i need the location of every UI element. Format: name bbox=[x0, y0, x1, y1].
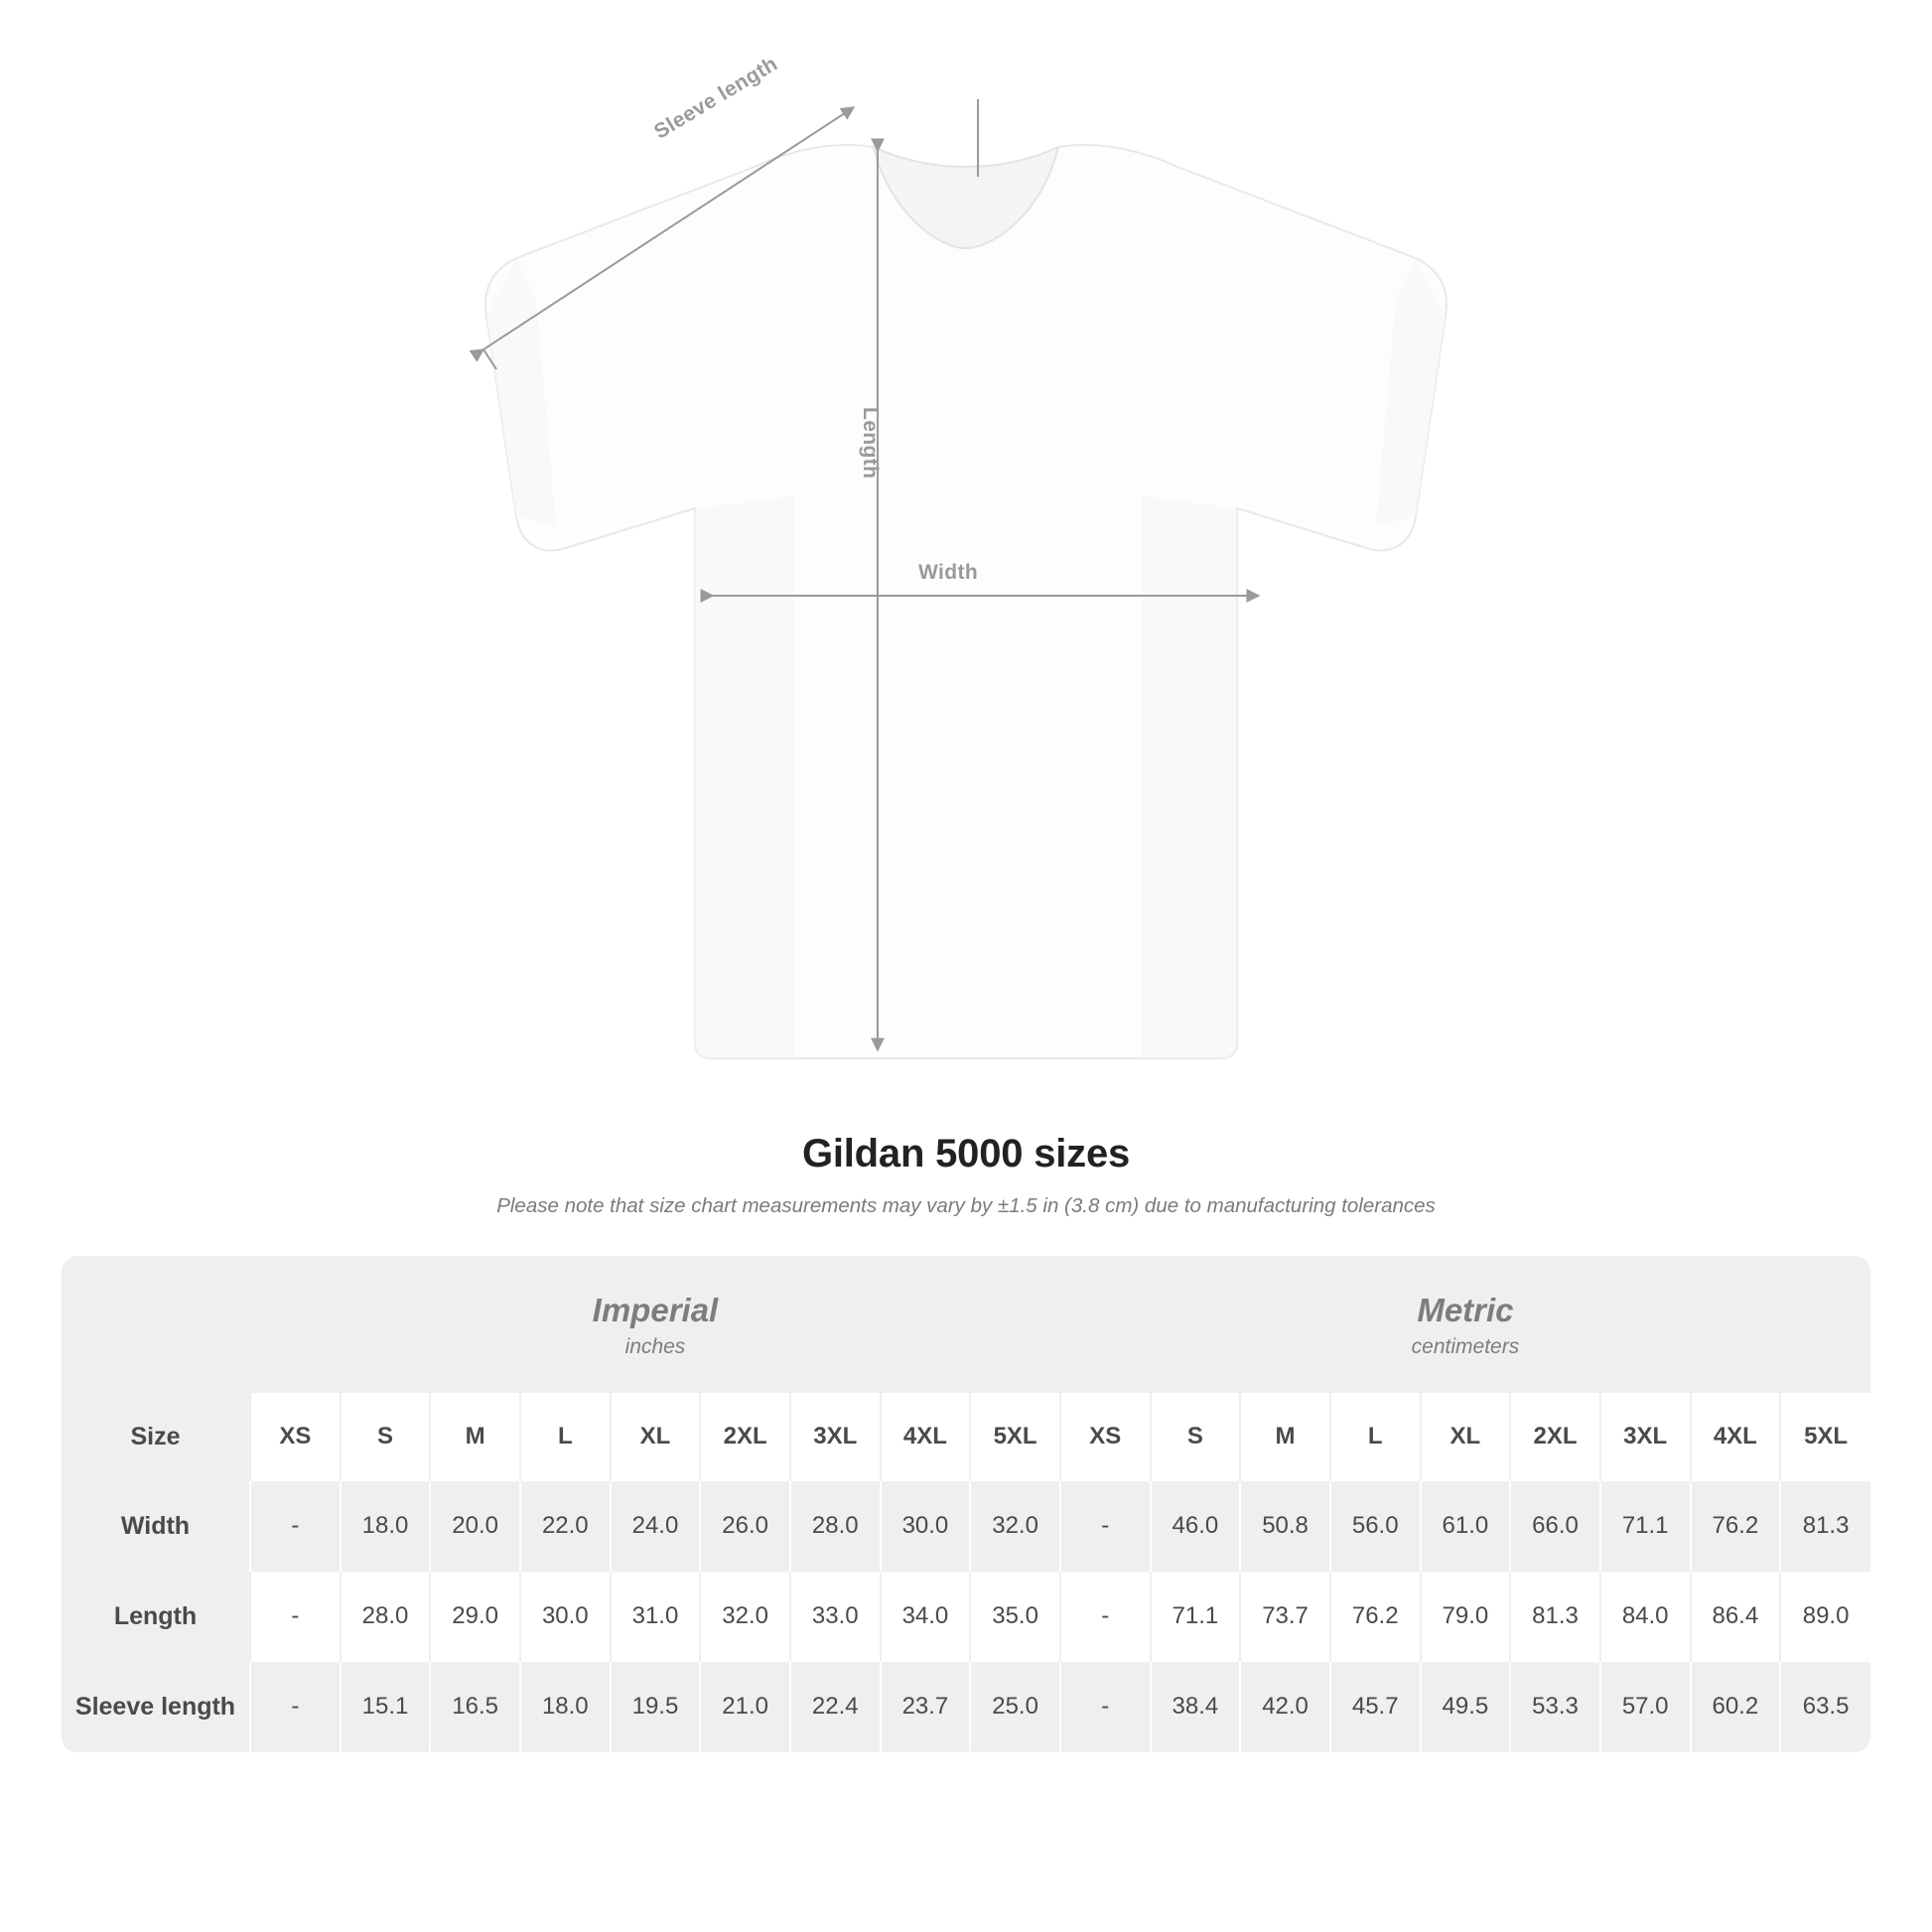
table-cell: 38.4 bbox=[1151, 1662, 1241, 1752]
size-header-cell: XL bbox=[1421, 1393, 1511, 1481]
size-header-cell: M bbox=[430, 1393, 520, 1481]
table-cell: 19.5 bbox=[611, 1662, 701, 1752]
table-cell: 50.8 bbox=[1240, 1481, 1330, 1572]
table-cell: 15.1 bbox=[341, 1662, 431, 1752]
table-cell: 30.0 bbox=[520, 1572, 611, 1662]
table-cell: - bbox=[1060, 1572, 1151, 1662]
table-cell: 33.0 bbox=[790, 1572, 881, 1662]
table-cell: 76.2 bbox=[1330, 1572, 1421, 1662]
title-block bbox=[0, 1132, 1932, 1218]
table-cell: 32.0 bbox=[970, 1481, 1060, 1572]
sleeve-length-label: Sleeve length bbox=[650, 52, 782, 144]
table-cell: 23.7 bbox=[881, 1662, 971, 1752]
table-cell: 25.0 bbox=[970, 1662, 1060, 1752]
table-cell: 42.0 bbox=[1240, 1662, 1330, 1752]
table-cell: 53.3 bbox=[1510, 1662, 1600, 1752]
unit-name: Imperial bbox=[592, 1292, 719, 1328]
length-label: Length bbox=[859, 407, 882, 480]
table-cell: 84.0 bbox=[1600, 1572, 1691, 1662]
size-header-cell: S bbox=[341, 1393, 431, 1481]
table-cell: 79.0 bbox=[1421, 1572, 1511, 1662]
table-cell: 76.2 bbox=[1691, 1481, 1781, 1572]
table-cell: 30.0 bbox=[881, 1481, 971, 1572]
size-header-cell: M bbox=[1240, 1393, 1330, 1481]
size-header-cell: 4XL bbox=[881, 1393, 971, 1481]
table-cell: - bbox=[1060, 1662, 1151, 1752]
table-cell: 21.0 bbox=[700, 1662, 790, 1752]
table-cell: 86.4 bbox=[1691, 1572, 1781, 1662]
unit-subtitle: centimeters bbox=[1411, 1334, 1520, 1358]
table-cell: 60.2 bbox=[1691, 1662, 1781, 1752]
table-cell: 20.0 bbox=[430, 1481, 520, 1572]
table-cell: - bbox=[250, 1481, 341, 1572]
table-cell: 45.7 bbox=[1330, 1662, 1421, 1752]
table-cell: 56.0 bbox=[1330, 1481, 1421, 1572]
unit-header-imperial bbox=[250, 1256, 1060, 1393]
width-label: Width bbox=[918, 561, 979, 584]
table-cell: 61.0 bbox=[1421, 1481, 1511, 1572]
table-cell: 63.5 bbox=[1780, 1662, 1870, 1752]
table-cell: 73.7 bbox=[1240, 1572, 1330, 1662]
table-cell: 34.0 bbox=[881, 1572, 971, 1662]
table-cell: 18.0 bbox=[341, 1481, 431, 1572]
tshirt-shape bbox=[485, 145, 1447, 1058]
size-header-cell: XL bbox=[611, 1393, 701, 1481]
size-header-cell: S bbox=[1151, 1393, 1241, 1481]
table-cell: 32.0 bbox=[700, 1572, 790, 1662]
size-header-label: Size bbox=[62, 1393, 250, 1481]
size-header-cell: 4XL bbox=[1691, 1393, 1781, 1481]
table-cell: 16.5 bbox=[430, 1662, 520, 1752]
table-cell: 28.0 bbox=[341, 1572, 431, 1662]
table-cell: 81.3 bbox=[1510, 1572, 1600, 1662]
table-cell: 49.5 bbox=[1421, 1662, 1511, 1752]
size-table bbox=[62, 1256, 1870, 1752]
table-cell: 28.0 bbox=[790, 1481, 881, 1572]
tolerance-note: Please note that size chart measurements may vary by ±1.5 in (3.8 cm) due to manufacturing tolerances bbox=[496, 1194, 1436, 1217]
table-cell: 46.0 bbox=[1151, 1481, 1241, 1572]
table-cell: 89.0 bbox=[1780, 1572, 1870, 1662]
unit-name: Metric bbox=[1417, 1292, 1514, 1328]
row-label: Length bbox=[62, 1572, 250, 1662]
size-header-row bbox=[62, 1393, 1870, 1481]
table-cell: - bbox=[250, 1572, 341, 1662]
size-table-wrapper bbox=[62, 1256, 1870, 1752]
table-cell: 18.0 bbox=[520, 1662, 611, 1752]
table-cell: 29.0 bbox=[430, 1572, 520, 1662]
table-cell: 35.0 bbox=[970, 1572, 1060, 1662]
size-header-cell: 5XL bbox=[970, 1393, 1060, 1481]
table-cell: 71.1 bbox=[1600, 1481, 1691, 1572]
size-header-cell: XS bbox=[250, 1393, 341, 1481]
table-cell: 57.0 bbox=[1600, 1662, 1691, 1752]
size-header-cell: 3XL bbox=[790, 1393, 881, 1481]
page-title: Gildan 5000 sizes bbox=[801, 1132, 1131, 1175]
row-label: Sleeve length bbox=[62, 1662, 250, 1752]
unit-header-metric bbox=[1060, 1256, 1870, 1393]
table-row bbox=[62, 1481, 1870, 1572]
unit-row-spacer bbox=[62, 1256, 250, 1393]
table-cell: 22.0 bbox=[520, 1481, 611, 1572]
size-header-cell: 2XL bbox=[700, 1393, 790, 1481]
size-header-cell: 5XL bbox=[1780, 1393, 1870, 1481]
unit-subtitle: inches bbox=[624, 1334, 686, 1358]
table-cell: 81.3 bbox=[1780, 1481, 1870, 1572]
table-cell: 22.4 bbox=[790, 1662, 881, 1752]
table-cell: 31.0 bbox=[611, 1572, 701, 1662]
size-header-cell: XS bbox=[1060, 1393, 1151, 1481]
table-cell: 26.0 bbox=[700, 1481, 790, 1572]
size-header-cell: 2XL bbox=[1510, 1393, 1600, 1481]
size-header-cell: 3XL bbox=[1600, 1393, 1691, 1481]
table-row bbox=[62, 1662, 1870, 1752]
table-cell: 24.0 bbox=[611, 1481, 701, 1572]
row-label: Width bbox=[62, 1481, 250, 1572]
size-header-cell: L bbox=[1330, 1393, 1421, 1481]
table-row bbox=[62, 1572, 1870, 1662]
table-cell: 66.0 bbox=[1510, 1481, 1600, 1572]
table-cell: - bbox=[1060, 1481, 1151, 1572]
table-cell: - bbox=[250, 1662, 341, 1752]
size-header-cell: L bbox=[520, 1393, 611, 1481]
unit-header-row bbox=[62, 1256, 1870, 1393]
table-cell: 71.1 bbox=[1151, 1572, 1241, 1662]
